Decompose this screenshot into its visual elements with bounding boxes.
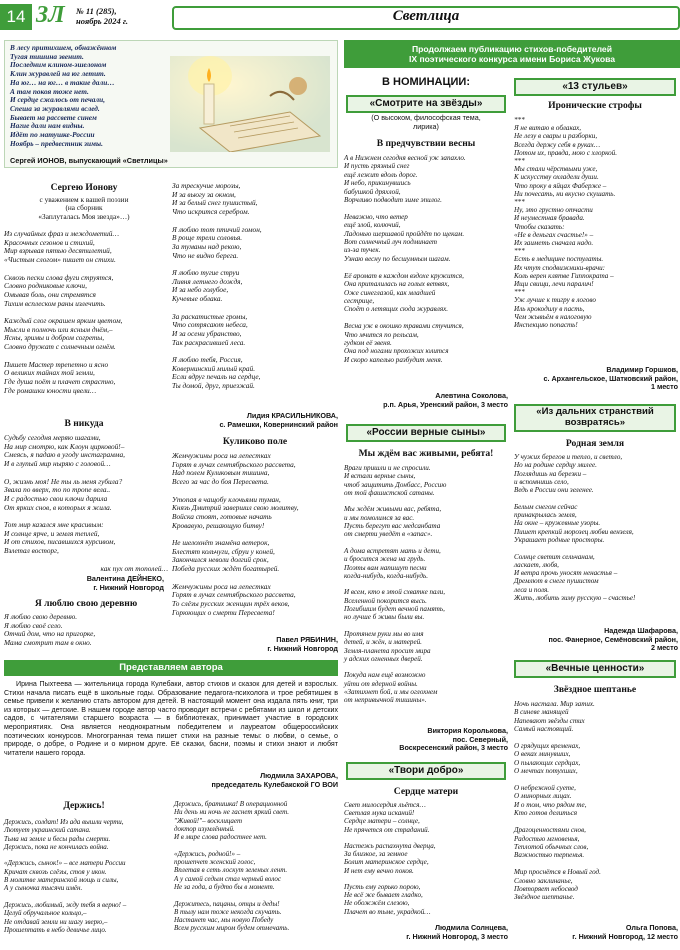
rubric-vechnye-cennosti: «Вечные ценности» (514, 660, 676, 678)
poem-title-serdce-materi: Сердце матери (393, 786, 459, 797)
poem-v-nikuda: Судьбу сегодня меряю шагами, На мир смотрю, как Клоун цирковой!– Смеясь, я падаю в угоду инстаграмма, И в глупый мир ныряю с головой… О, жизнь моя! Не ты ль меня губила? Звала по вверх, то по тропе вела.. И с радостью свои ключи дарила От ярких снов, в которых я жила. Тот мир казался мне красивым: И солнце ярче, и земля теплей, И от стихов, писавшихся курсивом, Взлетал восторг, (4, 433, 125, 556)
poem-title-ionov: Сергею Ионову (50, 182, 118, 193)
section-title: Светлица (392, 8, 460, 24)
poem-v-nikuda-tail: как пух от тополей… (100, 564, 168, 573)
issue-info: № 11 (285), ноябрь 2024 г. (76, 6, 129, 26)
poem-title-ironicheskie: Иронические строфы (548, 100, 642, 111)
poem-title-zvezdnoe-sheptanie: Звёздное шептанье (553, 684, 637, 695)
poem-ironicheskie: *** Я не витаю в облаках, Не лезу в свары и разборки, Всегда держу себя в руках… Потом их, правда, мою с хлоркой. *** Мы стали чёрствыми уже, К искусству охладели души. Что проку в яйцах Фаберже – Ни почесать, ни вкусно скушать. *** Ну, это грустно отчасти И неуместная бравада. Чтобы сказать: «Не в деньгах счастье!» – Их заиметь сначала надо. *** Есть в медицине постулаты. Их чтут сподвижники-врачи: Коль верен клятве Гиппократа – Ищи свищи, лечи паралич! *** Уж лучше к тигру в логово Иль крокодилу в пасть, Чем жывьём в налоговую Инспекцию попасть! (514, 116, 617, 330)
poem-title-vesna: В предчувствии весны (376, 138, 476, 149)
poem-derevnya-cont: За трескучие морозы, И за вьюгу за окном, И за белый снег пушистый, Что искрится серебром. Я люблю тот птичий гомон, В роще трели соловья. За туманы над рекою, Что не видно берега. Я люблю тугие струи Ливня летнего дождя, И за небо голубое, Кучевые облака. За раскатистые громы, Что сотрясают небеса, И за осени убранство, Так раскрасившей леса. Я люблю тебя, Россия, Ковернинский милый край. Если вдруг печаль на сердце, Ты домой, друг, приезжай. (172, 181, 262, 391)
poem-ionov: Из случайных фраз и междометий… Красочных сезонов и стихий, Мир взрывая пятью десятилетий, «Чистым слогом» пишет он стихи. Сквозь пески слова фуги струятся, Словно родниковые ключи, Омывая боль, они стремятся Тихим всплеском раны излечить. Каждый слог окрашен ярким цветом, Мысли в полночь или ясным днём,– Ясны, зримы и добром согреты, Словно дружат с солнечным огнём. Пишет Мастер трепетно и ясно О великих тайнах той земли, Где душа поёт и плачет страстно, Где ромашки юности цвели… (4, 229, 123, 395)
intro-signature: Сергей ИОНОВ, выпускающий «Светлицы» (10, 156, 168, 165)
poem-title-derzhis: Держись! (63, 800, 105, 811)
poem-title-zhdem: Мы ждём вас живыми, ребята! (358, 448, 494, 459)
intro-poem: В лесу притихшем, обнажённом Тугая тишина звенит. Последним клином-эшелоном Клин журавлей на юг летит. На юг… на юг… в такие дали… А там покоя тоже нет. И сердце сжалось от печали, Спеша за журавлями вслед. Бывает на рассвете синем Нагие дали нам видны. Идёт по матушке-России Ноябрь – предвестник зимы. (10, 43, 117, 148)
poem-derevnya-start: Я люблю свою деревню. Я люблю своё село. Отчий дом, что на пригорке, Мама смотрит там в окно. (4, 612, 96, 648)
poem-derzhis-left: Держись, солдат! Из ада вышли черти, Лютует украинский сатана. Тьма на земле и бесы рады смерти. Держись, пока не кончилась война. «Держись, сынок!» – все матери России Кричат сквозь слёзы, стоя у икон. В молитве материнской мощь и силы, А у сыночка тысячи имён. Держись, любимый, жду тебя я верно! – Целуй обручальное кольцо,– Не отдавай земли ни шагу зверю,– Прошептать в небо девичье лицо. (4, 818, 127, 934)
dedication: с уважением к вашей поэзии (на сборник «Заплуталась Моя звезда»…) (38, 195, 130, 221)
poem-zvezdnoe-sheptanie: Ночь настала. Мир затих. В синеве манящей Напевают звёзды стих Самый настоящий. О грядущих временах, О веках минувших, О пылающих сердцах, О мечтах потухших, О небрежной суете, О минорных лицах. И о том, что рядом те, Кто готов делиться Драгоценностями снов, Радостью мгновенья, Теплотой обычных слов, Важностью терпенья. Мир проснётся в Новый год. Словно заклинанье, Повторяет небосвод Звёздное шептанье. (514, 700, 601, 902)
rubric-subtitle: (О высоком, философская тема, лирика) (371, 113, 481, 131)
poem-kulikovo: Жемчужины роса на лепестках Горят в лучах сентябрьского рассвета, Над полем Куликовым тишина, Всего за час до боя Пересвета. Утопая в чащобу клочьями туман, Князь Дмитрий завершил свою молитву, Войска стоят, готовые начать Кровавую, решающую битву! Не шелохнёт знамёна ветерок, Блестят кольчуги, сбруи у коней, Закончился неволи долгий срок, Победа русских ждёт богатырей. Жемчужины роса на лепестках Горят в лучах сентябрьского рассвета, То слёзы русских женщин трёх веков, Горюющих о смерти Пересвета! (172, 451, 299, 617)
rubric-13-stulev: «13 стульев» (514, 78, 676, 96)
poem-title-rodnaya-zemlya: Родная земля (565, 438, 625, 449)
poem-title-kulikovo: Куликово поле (222, 436, 288, 447)
author-text: Ирина Пыхтеева — жительница города Кулебаки, автор стихов и сказок для детей и взрослых. Стихи начала писать ещё в школьные годы. Образование педагога-психолога и трое ребятишек в семье привели к желанию стать автором для детей. В настоящий момент она издала пять книг, три из которых — детские. В нашем городе автор часто проводит встречи с ребятами из школ и детских садов, с читателями старшего возраста — в библиотеках, принимает участие в городских мероприятиях. Она является неоднократным победителем и лауреатом общероссийских поэтических конкурсов. Многогранная тема пишет стихи на разные темы: о любви, о семье, о природе, о добре, о Родине и о мирном друге. Её сказки, басни, поэмы и стихи знают и любят читатели нашего города. (4, 680, 338, 757)
rubric-iz-dalnih-stranstviy: «Из дальних странствий возвратясь» (514, 404, 676, 432)
poem-title-v-nikuda: В никуда (64, 418, 104, 429)
rubric-smotrite-na-zvezdy: «Смотрите на звёзды» (346, 95, 506, 113)
poem-zhdem: Враги пришли и не спросили. И встали верные сыны, чтоб защитить Донбасс, Россию от той фашистской сатаны. Мы ждём живыми вас, ребята, и мы помолимся за вас. Пусть берегут вас медсанбата от смерти уведёт в «запас». А дома встретят мать и дети, и бросится жена на грудь. Поэты вам напишут песни когда-нибудь, когда-нибудь. И всем, кто в этой схватке пали, Вселенной покорится высь. Погибшим будет вечной память, но лучше б живы были вы. Протянем руки мы во имя детей, и жён, и матерей. Земля-планета просит мира у адских огненных дверей. Покуда нам ещё возможно уйти от ядерной войны. «Затихнет бой, и мы оглохнем от непривычной тишины». (344, 464, 447, 705)
poem-title-derevnya: Я люблю свою деревню (34, 598, 138, 609)
signature-zakharova: Людмила ЗАХАРОВА, председатель Кулебакской ГО ВОИ (211, 771, 338, 789)
poem-vesna: А в Нижнем сегодня весной уж запахло. И пусть грязный снег ещё лежит вдоль дорог. И небо, прикинувшись бабушкой дряхлой, Ворчливо подводит зиме эпилог. Неважно, что ветер ещё злой, колючий, Ладонью шершавой пройдёт по щекам. Вот солнечный луч подминает из-за тучек. Узнаю весну по бесшумным шагам. Её аромат в каждом вздохе кружится, Она приталилась на голых ветвях, Оже синеглазой, как младшей сестрице, Споёт о летящих сюда журавлях. Весна уж в окошко травами стучится, Что мчится по рельсам, гудком её звеня. Она под ногами прохожих юлится И скоро капелью разбудит меня. (344, 154, 466, 364)
signature-gorshkov: Владимир Горшков, с. Архангельское, Шатковский район, 1 место (543, 365, 678, 392)
poem-rodnaya-zemlya: У чужих берегов и тепло, и светло, Но на родине сердцу милее. Поглядишь на березки – и вспомнишь село, Ведь в России они зеленее. Белым снегом сейчас принакрылась земля, На окне – кружевные узоры. Пишет крепкий морозец любви вензеля, Украшает родные просторы. Солнце светит сельчанам, ласкает, любя, И ветра прочь уносят ненастья – Дремлют в снеге пушистом леса и поля. Жить, любить зиму русскую – счастье! (514, 453, 636, 603)
contest-banner: Продолжаем публикацию стихов-победителей IX поэтического конкурса имени Бориса Жукова (344, 40, 680, 68)
poem-derzhis-right: Держись, братишка! В операционной Ни день ни ночь не гаснет яркий свет. "Живой!"– восклицает доктор изумлённый. И в мире слова радостнее нет. «Держись, родной!» – прошепчет женский голос, Вплетая в сеть лоскут зеленых лент. А у самой седым стал черный волос Не за года, а будто бы в момент. Держитесь, пацаны, отцы и деды! В тылу нам тоже некогда скучать. Настанет час, мы новую Победу Всем русским миром будем отмечать. (174, 800, 290, 933)
candle-book-icon (170, 56, 330, 152)
newspaper-logo: ЗЛ (36, 2, 65, 28)
signature-krasilnikova: Лидия КРАСИЛЬНИКОВА, с. Рамешки, Ковернинский район (219, 411, 338, 429)
nominations-heading: В НОМИНАЦИИ: (382, 76, 470, 88)
signature-sokolova: Алевтина Соколова, р.п. Арья, Уренский район, 3 место (383, 391, 508, 409)
signature-ryabinin: Павел РЯБИНИН, г. Нижний Новгород (267, 635, 338, 653)
author-banner: Представляем автора (4, 660, 338, 676)
signature-shafarova: Надежда Шафарова, пос. Фанерное, Семёновский район, 2 место (548, 626, 678, 653)
rubric-rossii-vernye-syny: «России верные сыны» (346, 424, 506, 442)
signature-solntseva: Людмила Солнцева, г. Нижний Новгород, 3 место (406, 923, 508, 941)
page-number: 14 (0, 4, 32, 30)
signature-deineko: Валентина ДЕЙНЕКО, г. Нижний Новгород (86, 574, 164, 592)
rubric-tvori-dobro: «Твори добро» (346, 762, 506, 780)
signature-korolkova: Виктория Королькова, пос. Северный, Воскресенский район, 3 место (399, 726, 508, 753)
poem-serdce-materi: Свет милосердия льётся… Светлая мука исканий! Сердце матери – солнце, Не прячется от страданий. Настежь распахнута дверца, За близкое, за земное Болит материнское сердце, И нет ему вечно покоя. Пусть ему горько порою, Не всё же бывает гладко, Не обожжём слезою, Плачет во тьме, украдкой… (344, 801, 436, 916)
signature-popova: Ольга Попова, г. Нижний Новгород, 12 место (572, 923, 678, 941)
